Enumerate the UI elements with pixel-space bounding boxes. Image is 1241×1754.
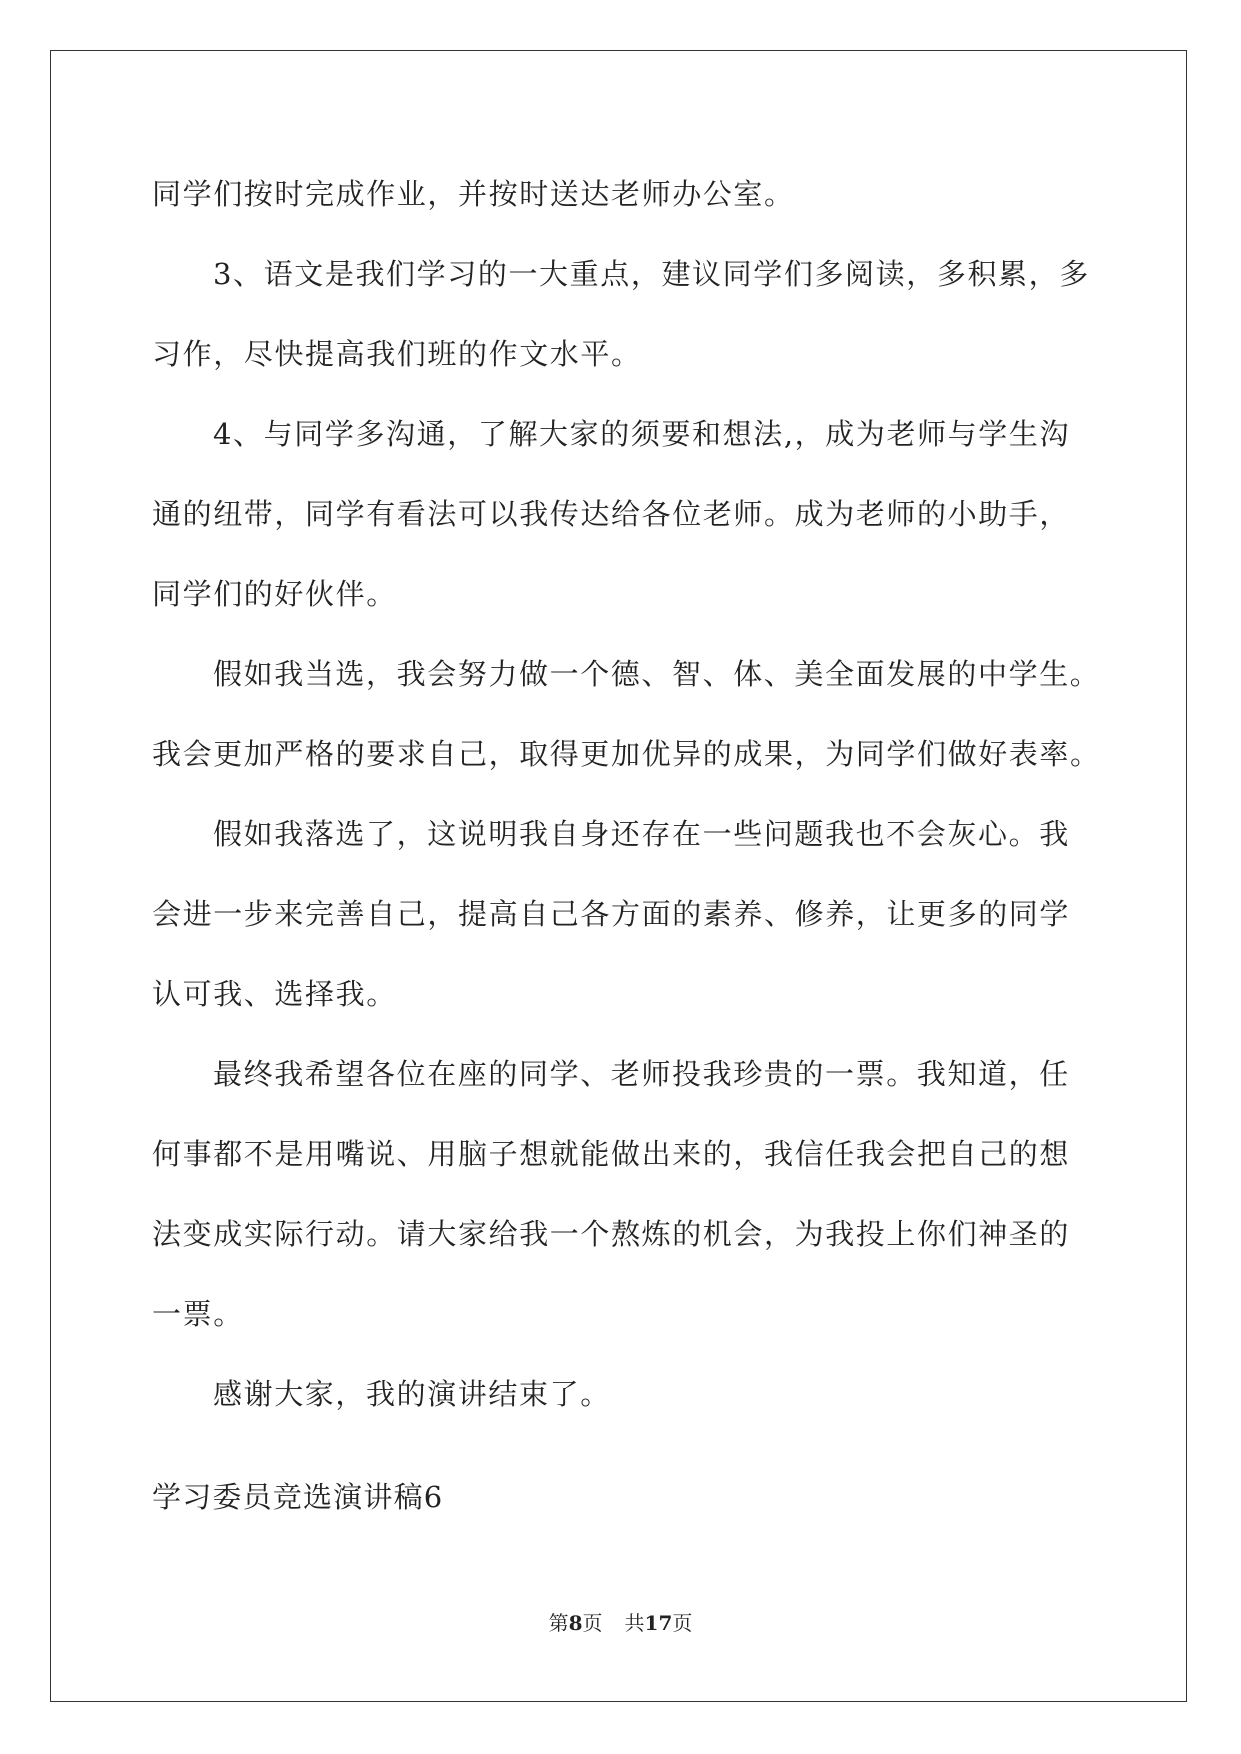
page-prefix: 第 <box>548 1611 569 1635</box>
body-line-12: 最终我希望各位在座的同学、老师投我珍贵的一票。我知道，任 <box>213 1057 1070 1091</box>
body-line-9: 假如我落选了，这说明我自身还存在一些问题我也不会灰心。我 <box>213 817 1070 851</box>
page-number: 8 <box>568 1611 583 1635</box>
page-footer <box>0 1610 1241 1636</box>
body-line-16: 感谢大家，我的演讲结束了。 <box>213 1377 611 1411</box>
total-suffix: 页 <box>672 1611 693 1635</box>
body-line-10: 会进一步来完善自己，提高自己各方面的素养、修养，让更多的同学 <box>152 897 1071 931</box>
total-prefix: 共 <box>624 1611 645 1635</box>
page-suffix: 页 <box>582 1611 603 1635</box>
body-line-1: 同学们按时完成作业，并按时送达老师办公室。 <box>152 177 795 211</box>
body-line-6: 同学们的好伙伴。 <box>152 577 397 611</box>
body-line-13: 何事都不是用嘴说、用脑子想就能做出来的，我信任我会把自己的想 <box>152 1137 1071 1171</box>
page-border <box>50 50 1187 1702</box>
body-line-3: 习作，尽快提高我们班的作文水平。 <box>152 337 642 371</box>
body-line-5: 通的纽带，同学有看法可以我传达给各位老师。成为老师的小助手， <box>152 497 1071 531</box>
body-line-4: 4、与同学多沟通，了解大家的须要和想法,，成为老师与学生沟 <box>213 417 1071 451</box>
body-line-7: 假如我当选，我会努力做一个德、智、体、美全面发展的中学生。 <box>213 657 1101 691</box>
body-line-14: 法变成实际行动。请大家给我一个熬炼的机会，为我投上你们神圣的 <box>152 1217 1071 1251</box>
body-line-11: 认可我、选择我。 <box>152 977 397 1011</box>
body-line-2: 3、语文是我们学习的一大重点，建议同学们多阅读，多积累，多 <box>213 257 1090 291</box>
section-heading: 学习委员竞选演讲稿6 <box>152 1480 444 1514</box>
body-line-8: 我会更加严格的要求自己，取得更加优异的成果，为同学们做好表率。 <box>152 737 1101 771</box>
total-pages: 17 <box>644 1611 673 1635</box>
body-line-15: 一票。 <box>152 1297 244 1331</box>
